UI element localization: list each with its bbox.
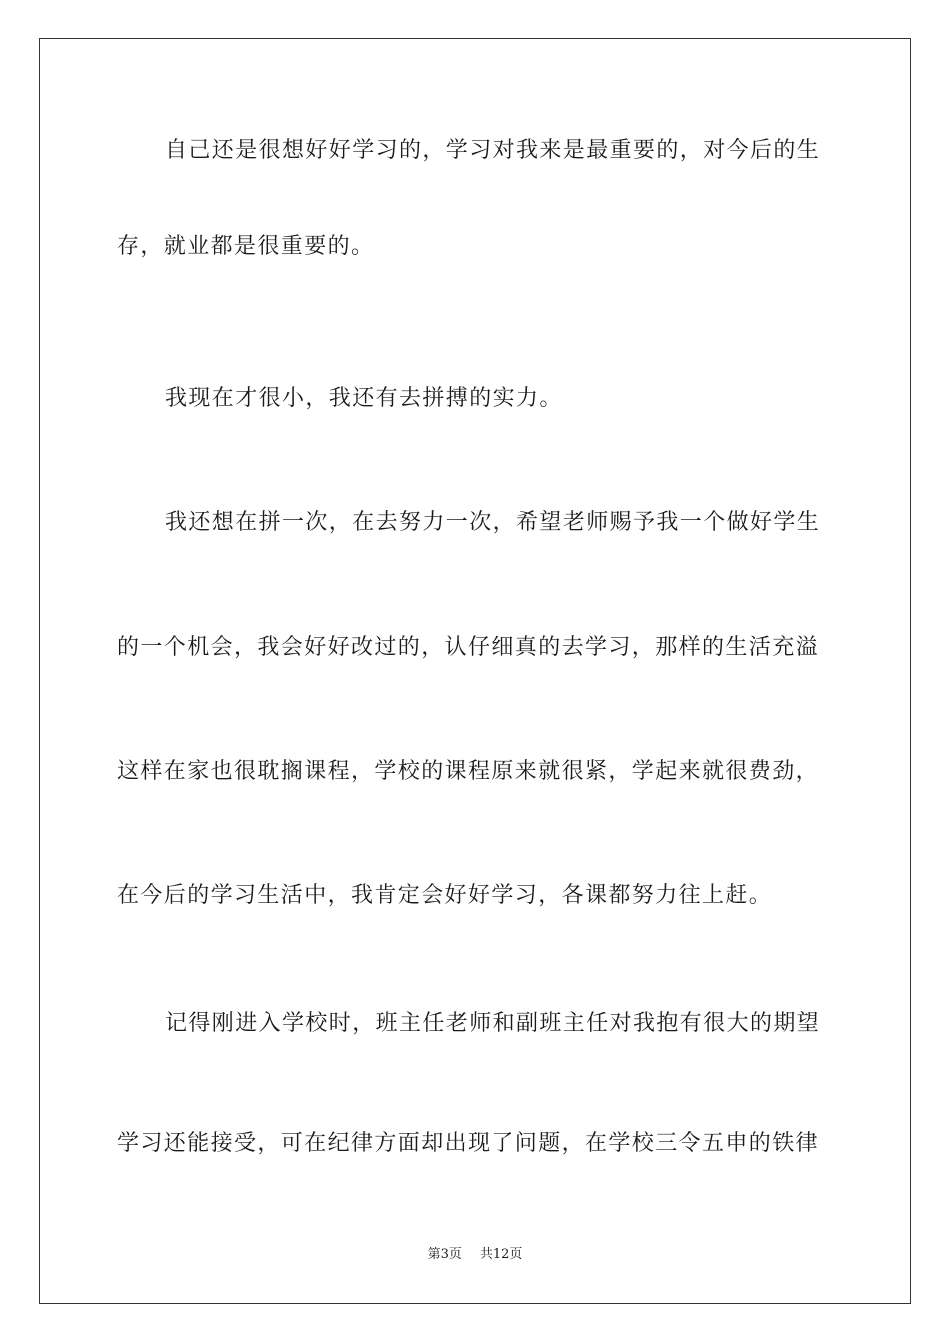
page-footer — [0, 1246, 950, 1264]
paragraph-line-7: 在今后的学习生活中，我肯定会好好学习，各课都努力往上赶。 — [117, 883, 773, 908]
paragraph-line-9: 学习还能接受，可在纪律方面却出现了问题，在学校三令五申的铁律 — [117, 1131, 820, 1156]
paragraph-line-5: 的一个机会，我会好好改过的，认仔细真的去学习，那样的生活充溢 — [117, 635, 820, 660]
paragraph-line-2: 存，就业都是很重要的。 — [117, 234, 375, 259]
paragraph-line-6: 这样在家也很耽搁课程，学校的课程原来就很紧，学起来就很费劲， — [117, 759, 820, 784]
page-number: 第3页 — [427, 1247, 462, 1262]
paragraph-line-3: 我现在才很小，我还有去拼搏的实力。 — [165, 386, 563, 411]
page-frame — [39, 38, 911, 1304]
paragraph-line-4: 我还想在拼一次，在去努力一次，希望老师赐予我一个做好学生 — [165, 510, 821, 535]
page-total: 共12页 — [479, 1247, 523, 1262]
paragraph-line-1: 自己还是很想好好学习的，学习对我来是最重要的，对今后的生 — [165, 138, 821, 163]
paragraph-line-8: 记得刚进入学校时，班主任老师和副班主任对我抱有很大的期望 — [165, 1011, 821, 1036]
